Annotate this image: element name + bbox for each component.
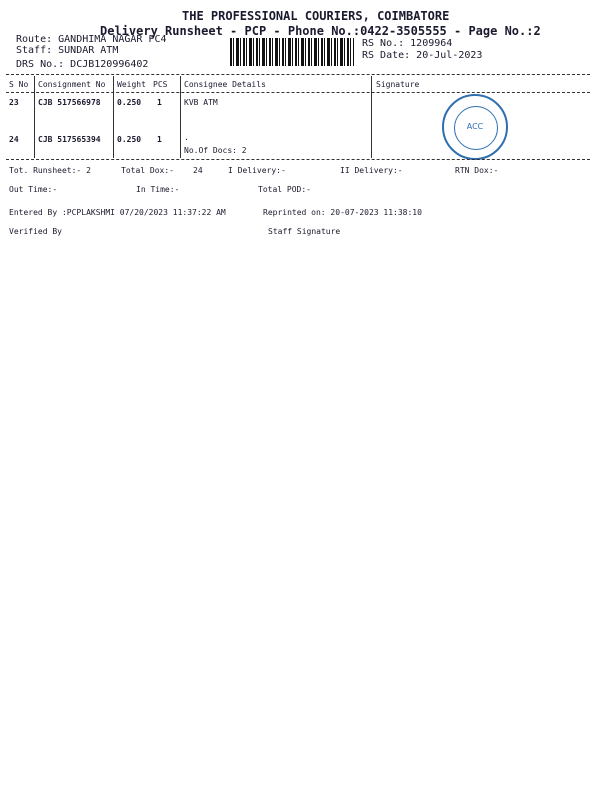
- first-delivery: I Delivery:-: [228, 166, 286, 175]
- col-header-sno: S No: [9, 80, 29, 89]
- rs-date: RS Date: 20-Jul-2023: [362, 50, 483, 61]
- table-bottom-rule: [6, 159, 590, 160]
- col-divider: [113, 76, 114, 158]
- row-weight: 0.250: [117, 135, 142, 144]
- in-time: In Time:-: [136, 185, 180, 194]
- entered-by: Entered By :PCPLAKSHMI 07/20/2023 11:37:22 AM: [9, 208, 226, 217]
- col-header-consignment: Consignment No: [38, 80, 106, 89]
- row-consignment: CJB 517565394: [38, 135, 101, 144]
- row-doc-count: No.Of Docs: 2: [184, 146, 247, 155]
- second-delivery: II Delivery:-: [340, 166, 403, 175]
- staff-signature: Staff Signature: [268, 227, 341, 236]
- barcode-image: [230, 38, 354, 66]
- staff-label: Staff: SUNDAR ATM: [16, 45, 119, 56]
- row-consignee: .: [184, 133, 189, 142]
- rtn-dox: RTN Dox:-: [455, 166, 499, 175]
- company-stamp: [442, 94, 508, 160]
- table-top-rule: [6, 74, 590, 75]
- col-divider: [371, 76, 372, 158]
- verified-by: Verified By: [9, 227, 62, 236]
- row-sno: 24: [9, 135, 19, 144]
- drs-number: DRS No.: DCJB120996402: [16, 59, 149, 70]
- col-header-signature: Signature: [376, 80, 420, 89]
- runsheet-subtitle: Delivery Runsheet - PCP - Phone No.:0422-3505555 - Page No.:2: [100, 24, 541, 38]
- total-dox-label: Total Dox:-: [121, 166, 174, 175]
- out-time: Out Time:-: [9, 185, 58, 194]
- total-runsheet: Tot. Runsheet:- 2: [9, 166, 91, 175]
- row-pcs: 1: [157, 98, 162, 107]
- rs-number: RS No.: 1209964: [362, 38, 453, 49]
- total-dox-value: 24: [193, 166, 203, 175]
- col-divider: [180, 76, 181, 158]
- row-pcs: 1: [157, 135, 162, 144]
- route-label: Route: GANDHIMA NAGAR PC4: [16, 34, 167, 45]
- col-divider: [34, 76, 35, 158]
- reprinted-on: Reprinted on: 20-07-2023 11:38:10: [263, 208, 422, 217]
- col-header-pcs: PCS: [153, 80, 168, 89]
- row-weight: 0.250: [117, 98, 142, 107]
- company-title: THE PROFESSIONAL COURIERS, COIMBATORE: [182, 9, 450, 23]
- total-pod: Total POD:-: [258, 185, 311, 194]
- row-consignment: CJB 517566978: [38, 98, 101, 107]
- row-sno: 23: [9, 98, 19, 107]
- col-header-consignee: Consignee Details: [184, 80, 266, 89]
- col-header-weight: Weight: [117, 80, 146, 89]
- table-header-rule: [6, 92, 590, 93]
- row-consignee: KVB ATM: [184, 98, 218, 107]
- stamp-label: ACC: [466, 122, 484, 131]
